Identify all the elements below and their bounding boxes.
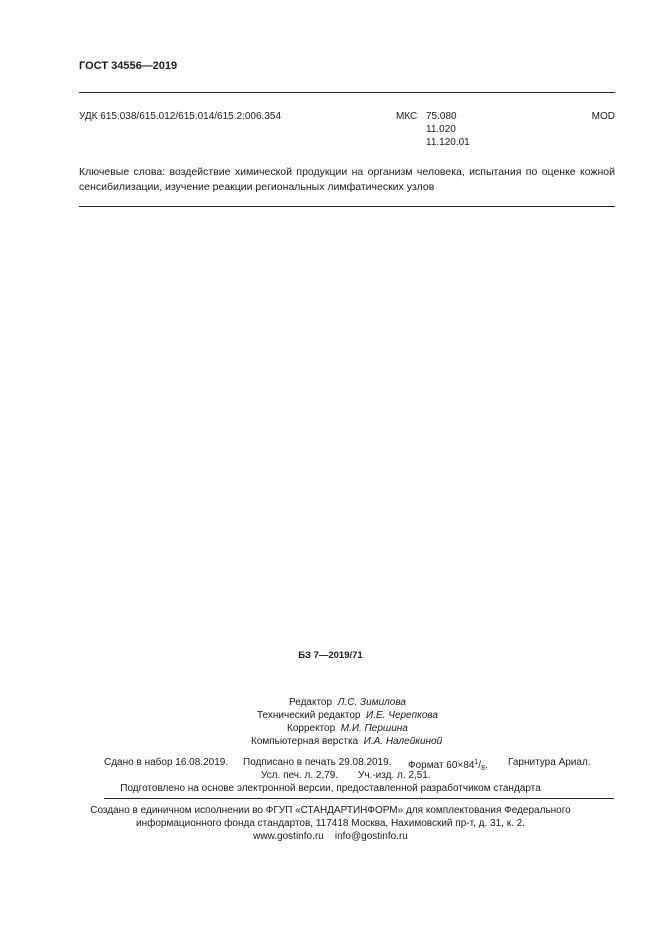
credit-row xyxy=(251,735,442,748)
imprint-font: Гарнитура Ариал. xyxy=(508,757,591,768)
footer-line2: информационного фонда стандартов, 117418 Москва, Нахимовский пр-т, д. 31, к. 2. xyxy=(136,818,525,829)
credit-role: Редактор xyxy=(289,697,333,708)
mks-code: 11.120.01 xyxy=(426,137,470,148)
mod-label: MOD xyxy=(591,111,615,122)
imprint-print-sheets: Усл. печ. л. 2,79. xyxy=(261,770,339,781)
mks-code: 11.020 xyxy=(426,124,456,135)
format-suffix: . xyxy=(484,760,488,771)
credit-name: И.Е. Черепкова xyxy=(366,710,438,721)
imprint-edit-sheets: Уч.-изд. л. 2,51. xyxy=(358,770,431,781)
imprint-signed: Подписано в печать 29.08.2019. xyxy=(243,757,392,768)
credit-name: Л.С. Зимилова xyxy=(337,697,406,708)
mks-label: МКС xyxy=(396,111,418,122)
credit-role: Компьютерная верстка xyxy=(251,736,359,747)
bz-number: БЗ 7—2019/71 xyxy=(298,650,363,661)
credit-name: И.А. Налейкиной xyxy=(363,736,443,747)
format-separator: / xyxy=(478,760,482,771)
email-link[interactable]: info@gostinfo.ru xyxy=(334,831,408,842)
website-link[interactable]: www.gostinfo.ru xyxy=(253,831,324,842)
credit-name: М.И. Першина xyxy=(340,723,408,734)
format-text: Формат 60×84 xyxy=(408,760,475,771)
credit-row xyxy=(287,722,408,735)
footer-line1: Создано в единичном исполнении во ФГУП «СТАНДАРТИНФОРМ» для комплектования Федерального xyxy=(90,805,571,816)
imprint-prepared: Подготовлено на основе электронной версии, предоставленной разработчиком стандарта xyxy=(120,783,541,794)
credit-row xyxy=(289,696,406,709)
format-denominator: 8 xyxy=(481,765,485,772)
credit-role: Корректор xyxy=(287,723,336,734)
credit-role: Технический редактор xyxy=(257,710,361,721)
format-numerator: 1 xyxy=(474,759,479,766)
udk-code: УДК 615.038/615.012/615.014/615.2:006.354 xyxy=(79,111,282,122)
standard-number: ГОСТ 34556—2019 xyxy=(79,60,178,72)
mks-code: 75.080 xyxy=(426,111,457,122)
footer-rule xyxy=(104,798,614,799)
credit-row xyxy=(257,709,438,722)
header-rule xyxy=(79,92,615,93)
footer-contacts xyxy=(0,830,661,843)
imprint-sent: Сдано в набор 16.08.2019. xyxy=(104,757,229,768)
keywords-rule xyxy=(79,206,615,207)
keywords-text: Ключевые слова: воздействие химической продукции на организм человека, испытания по оценке кожной сенсибилизации, изучение реакции региональных лимфатических узлов xyxy=(79,166,615,193)
